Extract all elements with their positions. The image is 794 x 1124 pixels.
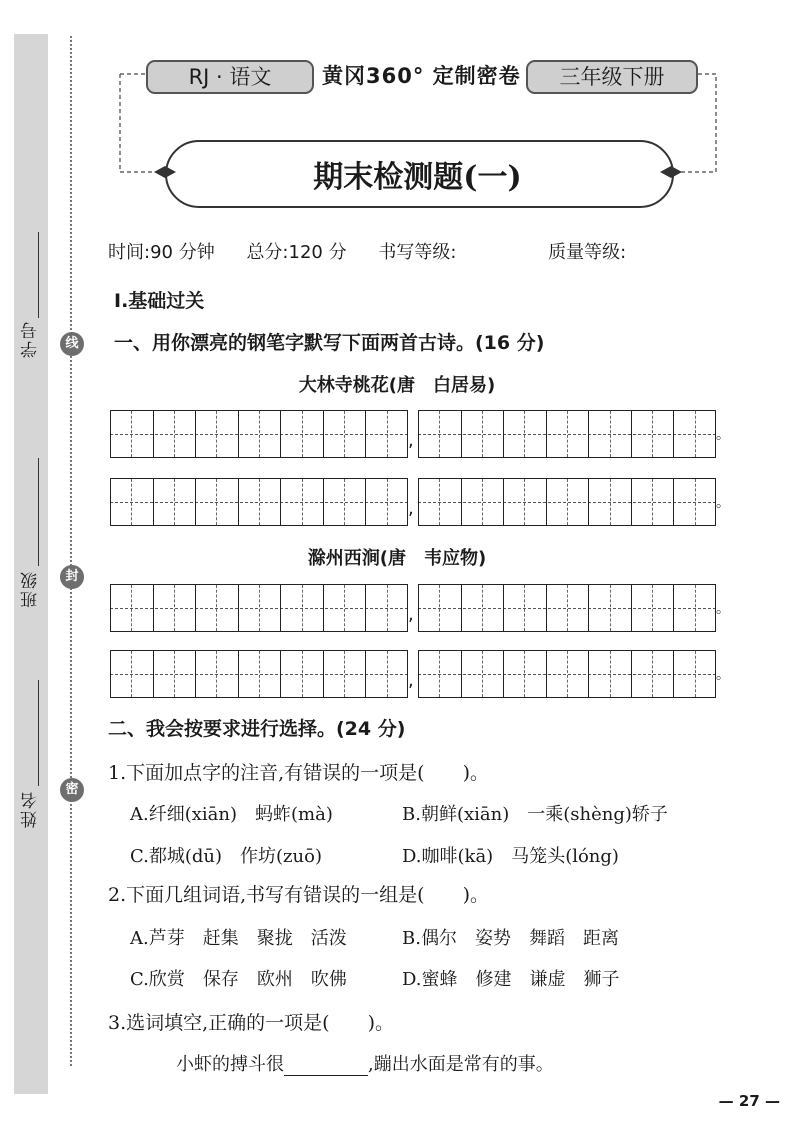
q3-sentence-after: ,蹦出水面是常有的事。 — [368, 1054, 554, 1075]
grid-cell-midline — [131, 411, 132, 457]
q3-stem: 3.选词填空,正确的一项是( )。 — [108, 1012, 394, 1034]
grid-cell-midline — [174, 651, 175, 697]
grid-cell-border — [110, 479, 111, 525]
grid-cell-border — [673, 411, 674, 457]
grid-cell-midline — [610, 585, 611, 631]
grid-cell-midline — [524, 585, 525, 631]
grid-cell-midline — [259, 585, 260, 631]
grid-period: 。 — [716, 667, 730, 683]
grid-cell-border — [673, 651, 674, 697]
grid-cell-border — [461, 585, 462, 631]
question1-heading: 一、用你漂亮的钢笔字默写下面两首古诗。(16 分) — [114, 332, 545, 354]
grid-cell-midline — [259, 411, 260, 457]
writing-grade-text: 书写等级: — [378, 242, 457, 263]
grid-cell-midline — [259, 479, 260, 525]
brand-title: 黄冈360° 定制密卷 — [322, 64, 521, 88]
grid-cell-midline — [216, 411, 217, 457]
grid-cell-border — [195, 479, 196, 525]
grid-cell-border — [546, 411, 547, 457]
grid-cell-midline — [567, 411, 568, 457]
grid-cell-midline — [216, 651, 217, 697]
page-title: 期末检测题(一) — [313, 160, 522, 195]
grid-cell-border — [238, 585, 239, 631]
grid-cell-midline — [131, 479, 132, 525]
q1-option-b: B.朝鲜(xiān) 一乘(shèng)轿子 — [402, 804, 668, 825]
q1-option-c: C.都城(dū) 作坊(zuō) — [130, 846, 322, 867]
grid-cell-midline — [174, 479, 175, 525]
grid-cell-border — [588, 479, 589, 525]
grid-cell-midline — [610, 411, 611, 457]
grid-cell-midline — [387, 479, 388, 525]
grid-cell-midline — [482, 479, 483, 525]
grid-cell-border — [673, 479, 674, 525]
grid-cell-border — [588, 585, 589, 631]
grid-cell-midline — [652, 585, 653, 631]
grid-cell-border — [503, 479, 504, 525]
seal-secret-mark: 密 — [60, 778, 84, 802]
grid-cell-midline — [216, 585, 217, 631]
seal-seal-mark: 封 — [60, 565, 84, 589]
grid-cell-midline — [439, 585, 440, 631]
grid-cell-border — [365, 585, 366, 631]
grid-cell-midline — [567, 651, 568, 697]
name-label: 姓名 — [21, 790, 41, 828]
q2-option-a: A.芦芽 赶集 聚拢 活泼 — [130, 928, 347, 949]
grid-cell-border — [195, 411, 196, 457]
q2-stem: 2.下面几组词语,书写有错误的一组是( )。 — [108, 884, 489, 906]
grid-comma: , — [408, 430, 414, 451]
grid-cell-midline — [652, 411, 653, 457]
grid-cell-border — [280, 479, 281, 525]
grid-cell-midline — [344, 411, 345, 457]
grid-cell-border — [546, 479, 547, 525]
grid-cell-midline — [216, 479, 217, 525]
grid-cell-border — [323, 651, 324, 697]
grid-cell-midline — [302, 479, 303, 525]
grid-cell-border — [153, 479, 154, 525]
grid-cell-midline — [567, 585, 568, 631]
grid-cell-midline — [174, 411, 175, 457]
writing-grid-row[interactable] — [418, 410, 716, 458]
quality-grade-text: 质量等级: — [548, 242, 627, 263]
grid-cell-midline — [610, 479, 611, 525]
writing-grid-row[interactable] — [418, 478, 716, 526]
grid-cell-border — [365, 411, 366, 457]
grid-cell-midline — [344, 585, 345, 631]
name-line — [38, 680, 39, 786]
grid-cell-border — [546, 651, 547, 697]
grid-cell-border — [418, 651, 419, 697]
grid-cell-midline — [524, 479, 525, 525]
grid-cell-midline — [482, 411, 483, 457]
grid-cell-midline — [439, 479, 440, 525]
exam-meta — [108, 238, 652, 264]
writing-grid-row[interactable] — [110, 410, 408, 458]
writing-grid-row[interactable] — [110, 584, 408, 632]
poem2-title: 滁州西涧(唐 韦应物) — [307, 548, 487, 569]
grid-cell-midline — [439, 651, 440, 697]
writing-grid-row[interactable] — [418, 650, 716, 698]
grid-cell-border — [631, 585, 632, 631]
grid-cell-border — [110, 651, 111, 697]
grid-cell-border — [153, 585, 154, 631]
q2-option-d: D.蜜蜂 修建 谦虚 狮子 — [402, 969, 620, 990]
grid-cell-border — [418, 479, 419, 525]
writing-grid-row[interactable] — [418, 584, 716, 632]
q1-option-d: D.咖啡(kā) 马笼头(lóng) — [402, 846, 619, 867]
q3-answer-blank[interactable] — [284, 1057, 368, 1076]
grid-cell-border — [195, 585, 196, 631]
grid-cell-midline — [610, 651, 611, 697]
grid-cell-midline — [387, 585, 388, 631]
grid-cell-midline — [259, 651, 260, 697]
grid-cell-border — [323, 411, 324, 457]
grid-cell-border — [280, 651, 281, 697]
time-text: 时间:90 分钟 — [108, 242, 215, 263]
grid-cell-border — [110, 411, 111, 457]
grid-comma: , — [408, 604, 414, 625]
q1-option-a: A.纤细(xiān) 蚂蚱(mà) — [130, 804, 333, 825]
grid-cell-midline — [567, 479, 568, 525]
grid-cell-border — [365, 651, 366, 697]
grid-cell-midline — [174, 585, 175, 631]
grid-cell-midline — [482, 585, 483, 631]
part1-heading: Ⅰ.基础过关 — [114, 290, 205, 312]
grid-cell-border — [365, 479, 366, 525]
grid-cell-midline — [439, 411, 440, 457]
grid-comma: , — [408, 670, 414, 691]
grid-cell-border — [461, 411, 462, 457]
grid-period: 。 — [716, 427, 730, 443]
student-id-line — [38, 232, 39, 318]
grid-cell-midline — [524, 411, 525, 457]
grid-cell-border — [153, 651, 154, 697]
grid-cell-midline — [302, 585, 303, 631]
seal-line-mark: 线 — [60, 332, 84, 356]
q3-sentence — [176, 1050, 554, 1076]
grid-cell-midline — [695, 585, 696, 631]
q2-option-b: B.偶尔 姿势 舞蹈 距离 — [402, 928, 619, 949]
q2-option-c: C.欣赏 保存 欧州 吹佛 — [130, 969, 347, 990]
subject-pill: RJ · 语文 — [146, 60, 314, 94]
grid-cell-border — [323, 479, 324, 525]
grid-cell-border — [631, 479, 632, 525]
grid-cell-border — [418, 585, 419, 631]
writing-grid-row[interactable] — [110, 650, 408, 698]
grid-cell-midline — [652, 651, 653, 697]
grid-cell-midline — [387, 651, 388, 697]
grid-cell-border — [280, 411, 281, 457]
grid-cell-midline — [482, 651, 483, 697]
class-label: 班级 — [21, 570, 41, 608]
grid-cell-midline — [344, 651, 345, 697]
grid-cell-midline — [695, 411, 696, 457]
grid-cell-midline — [131, 585, 132, 631]
grid-period: 。 — [716, 495, 730, 511]
q3-sentence-before: 小虾的搏斗很 — [176, 1054, 284, 1075]
grid-cell-border — [546, 585, 547, 631]
grid-cell-midline — [302, 651, 303, 697]
grid-comma: , — [408, 498, 414, 519]
grid-cell-midline — [302, 411, 303, 457]
grid-cell-border — [195, 651, 196, 697]
grid-period: 。 — [716, 601, 730, 617]
grid-cell-midline — [695, 479, 696, 525]
grid-cell-border — [631, 651, 632, 697]
poem1-title: 大林寺桃花(唐 白居易) — [298, 375, 496, 396]
grid-cell-border — [280, 585, 281, 631]
grid-cell-midline — [131, 651, 132, 697]
grid-cell-border — [461, 651, 462, 697]
page-number: — 27 — — [718, 1092, 780, 1110]
grid-cell-midline — [695, 651, 696, 697]
grid-cell-midline — [524, 651, 525, 697]
writing-grid-row[interactable] — [110, 478, 408, 526]
student-id-label: 学号 — [21, 320, 41, 358]
grade-pill: 三年级下册 — [526, 60, 698, 94]
grid-cell-border — [588, 411, 589, 457]
grid-cell-midline — [652, 479, 653, 525]
grid-cell-border — [461, 479, 462, 525]
grid-cell-border — [503, 651, 504, 697]
grid-cell-border — [631, 411, 632, 457]
grid-cell-border — [238, 479, 239, 525]
grid-cell-border — [673, 585, 674, 631]
grid-cell-border — [323, 585, 324, 631]
grid-cell-border — [588, 651, 589, 697]
grid-cell-midline — [387, 411, 388, 457]
total-score-text: 总分:120 分 — [246, 242, 347, 263]
grid-cell-border — [238, 411, 239, 457]
question2-heading: 二、我会按要求进行选择。(24 分) — [108, 718, 406, 740]
grid-cell-border — [110, 585, 111, 631]
grid-cell-border — [238, 651, 239, 697]
grid-cell-midline — [344, 479, 345, 525]
grid-cell-border — [503, 585, 504, 631]
q1-stem: 1.下面加点字的注音,有错误的一项是( )。 — [108, 762, 489, 784]
grid-cell-border — [503, 411, 504, 457]
grid-cell-border — [153, 411, 154, 457]
grid-cell-border — [418, 411, 419, 457]
